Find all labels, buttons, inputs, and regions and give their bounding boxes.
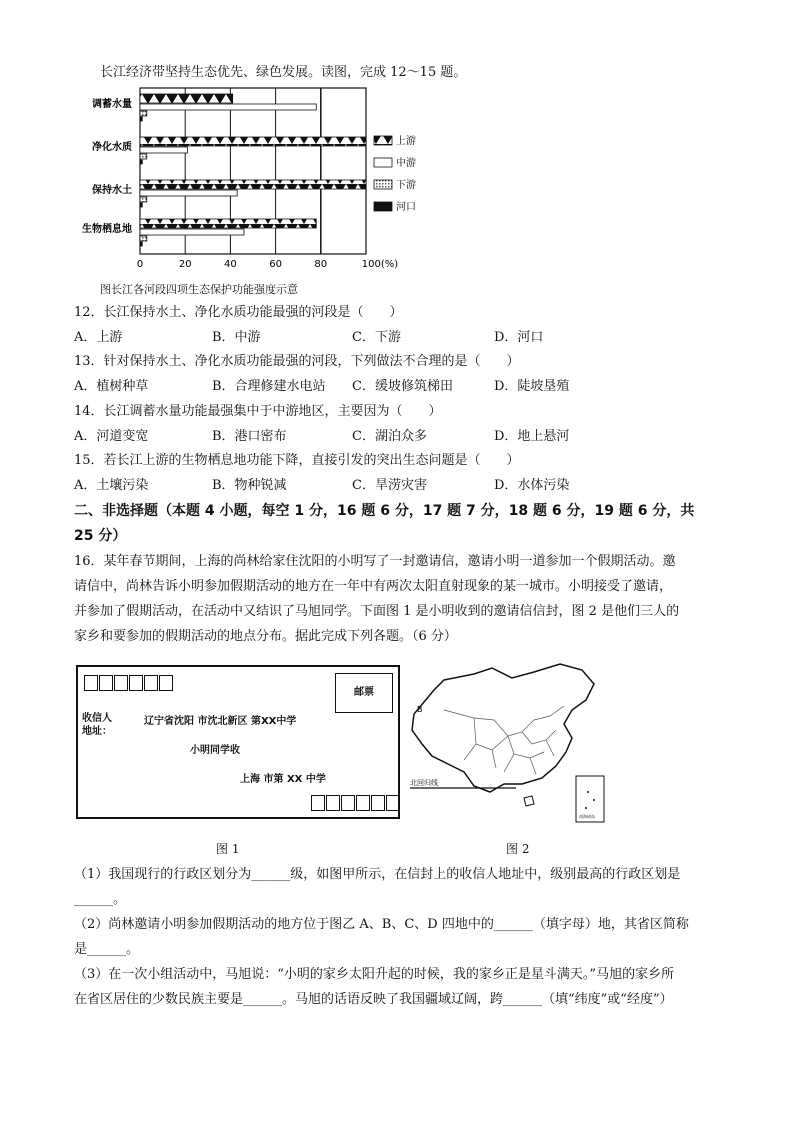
inset-island xyxy=(593,799,595,801)
category-label: 净化水质 xyxy=(92,142,132,153)
x-tick-label: 20 xyxy=(178,259,192,270)
category-label: 生物栖息地 xyxy=(82,224,132,235)
option: D．地上悬河 xyxy=(494,429,570,444)
q16-sub-3-cont: 在省区居住的少数民族主要是______。马旭的话语反映了我国疆域辽阔，跨______（填“纬度”或“经度”） xyxy=(74,992,673,1007)
option: C．旱涝灾害 xyxy=(352,478,427,493)
option: A．上游 xyxy=(74,330,123,345)
bar xyxy=(140,190,237,196)
hainan-island xyxy=(524,796,534,806)
intro-text: 长江经济带坚持生态优先、绿色发展。读图，完成 12～15 题。 xyxy=(100,65,467,80)
postcode-box xyxy=(311,795,325,811)
option: B．物种锐减 xyxy=(212,478,287,493)
q16-text-line: 请信中，尚林告诉小明参加假期活动的地方在一年中有两次太阳直射现象的某一城市。小明接受了邀请， xyxy=(74,579,673,594)
bar xyxy=(140,242,142,246)
section-2-heading: 二、非选择题（本题 4 小题，每空 1 分，16 题 6 分，17 题 7 分，18 题 6 分，19 题 6 分，共 xyxy=(74,503,695,519)
legend-label: 河口 xyxy=(396,202,416,213)
bar xyxy=(140,197,147,202)
option: D．河口 xyxy=(494,330,544,345)
legend-label: 中游 xyxy=(396,158,416,169)
postcode-box xyxy=(341,795,355,811)
legend-swatch xyxy=(374,180,392,189)
x-tick-label: 60 xyxy=(269,259,282,270)
bar xyxy=(140,180,366,189)
bar xyxy=(140,147,187,153)
q16-sub-1-cont: ______。 xyxy=(74,892,127,907)
postcode-box xyxy=(129,675,143,691)
question-14-stem: 14．长江调蓄水量功能最强集中于中游地区，主要因为（ ） xyxy=(74,404,442,419)
question-15-stem: 15．若长江上游的生物栖息地功能下降，直接引发的突出生态问题是（ ） xyxy=(74,453,520,468)
recipient-label: 收信人 xyxy=(82,713,112,724)
option: B．合理修建水电站 xyxy=(212,379,326,394)
recipient-name: 小明同学收 xyxy=(190,745,240,756)
postcode-box xyxy=(326,795,340,811)
q16-sub-2-cont: 是______。 xyxy=(74,942,140,957)
x-tick-label: 100(%) xyxy=(361,259,399,270)
option: B．中游 xyxy=(212,330,261,345)
option: B．港口密布 xyxy=(212,429,287,444)
bar-chart xyxy=(70,84,430,280)
postcode-box xyxy=(99,675,113,691)
bar xyxy=(140,117,142,121)
x-tick-label: 80 xyxy=(314,259,328,270)
legend-swatch xyxy=(374,158,392,167)
chart-caption: 图长江各河段四项生态保护功能强度示意 xyxy=(100,283,298,296)
bar xyxy=(140,203,142,207)
section-2-heading-cont: 25 分） xyxy=(74,528,127,544)
bar xyxy=(140,111,147,116)
option: D．陡坡垦殖 xyxy=(494,379,570,394)
envelope-figure xyxy=(76,665,400,819)
inset-island xyxy=(587,791,589,793)
inset-label: 南海诸岛 xyxy=(579,814,595,819)
option: A．植树种草 xyxy=(74,379,149,394)
postcode-box xyxy=(386,795,400,811)
legend-label: 上游 xyxy=(396,136,416,147)
option: A．河道变宽 xyxy=(74,429,149,444)
postcode-box xyxy=(114,675,128,691)
bar xyxy=(140,236,147,241)
q16-sub-3: （3）在一次小组活动中，马旭说：“小明的家乡太阳升起的时候，我的家乡正是星斗满天。”马旭的家乡所 xyxy=(74,967,675,982)
sender-address: 上海 市第 XX 中学 xyxy=(240,774,326,785)
bar xyxy=(140,219,316,228)
question-13-stem: 13．针对保持水土、净化水质功能最强的河段，下列做法不合理的是（ ） xyxy=(74,354,520,369)
option: C．缓坡修筑梯田 xyxy=(352,379,453,394)
legend-swatch xyxy=(374,202,392,211)
category-label: 调蓄水量 xyxy=(92,99,132,110)
legend-swatch xyxy=(374,136,392,145)
option: C．湖泊众多 xyxy=(352,429,427,444)
address-label: 地址： xyxy=(82,726,112,737)
bar xyxy=(140,229,244,235)
china-map-figure xyxy=(404,660,624,830)
bar xyxy=(140,137,366,146)
province-lines xyxy=(444,706,564,774)
figure-1-caption: 图 1 xyxy=(216,842,240,856)
recipient-address: 辽宁省沈阳 市沈北新区 第XX中学 xyxy=(144,716,297,727)
x-tick-label: 0 xyxy=(136,259,144,270)
bar xyxy=(140,160,142,164)
postcode-box xyxy=(159,675,173,691)
bar xyxy=(140,94,233,103)
postcode-box xyxy=(371,795,385,811)
postcode-box xyxy=(356,795,370,811)
tropic-label: 北回归线 xyxy=(410,779,438,787)
inset-island xyxy=(585,807,587,809)
category-label: 保持水土 xyxy=(92,185,132,196)
option: A．土壤污染 xyxy=(74,478,149,493)
bar xyxy=(140,154,147,159)
stamp-box: 邮票 xyxy=(335,673,393,713)
legend-label: 下游 xyxy=(396,180,416,191)
q16-text-line: 并参加了假期活动，在活动中又结识了马旭同学。下面图 1 是小明收到的邀请信信封，图 2 是他们三人的 xyxy=(74,604,680,619)
q16-sub-2: （2）尚林邀请小明参加假期活动的地方位于图乙 A、B、C、D 四地中的______（填字母）地，其省区简称 xyxy=(74,917,689,932)
question-12-stem: 12．长江保持水土、净化水质功能最强的河段是（ ） xyxy=(74,305,403,320)
x-tick-label: 40 xyxy=(224,259,237,270)
q16-sub-1: （1）我国现行的行政区划分为______级，如图甲所示，在信封上的收信人地址中，级别最高的行政区划是 xyxy=(74,867,681,882)
q16-text-line: 16．某年春节期间，上海的尚林给家住沈阳的小明写了一封邀请信，邀请小明一道参加一个假期活动。邀 xyxy=(74,554,676,569)
postcode-box xyxy=(144,675,158,691)
figure-2-caption: 图 2 xyxy=(506,842,530,856)
bar xyxy=(140,104,316,110)
q16-text-line: 家乡和要参加的假期活动的地点分布。据此完成下列各题。（6 分） xyxy=(74,629,457,644)
option: C．下游 xyxy=(352,330,401,345)
china-outline xyxy=(412,664,594,792)
postcode-box xyxy=(84,675,98,691)
option: D．水体污染 xyxy=(494,478,570,493)
map-label-b: B xyxy=(417,705,423,714)
